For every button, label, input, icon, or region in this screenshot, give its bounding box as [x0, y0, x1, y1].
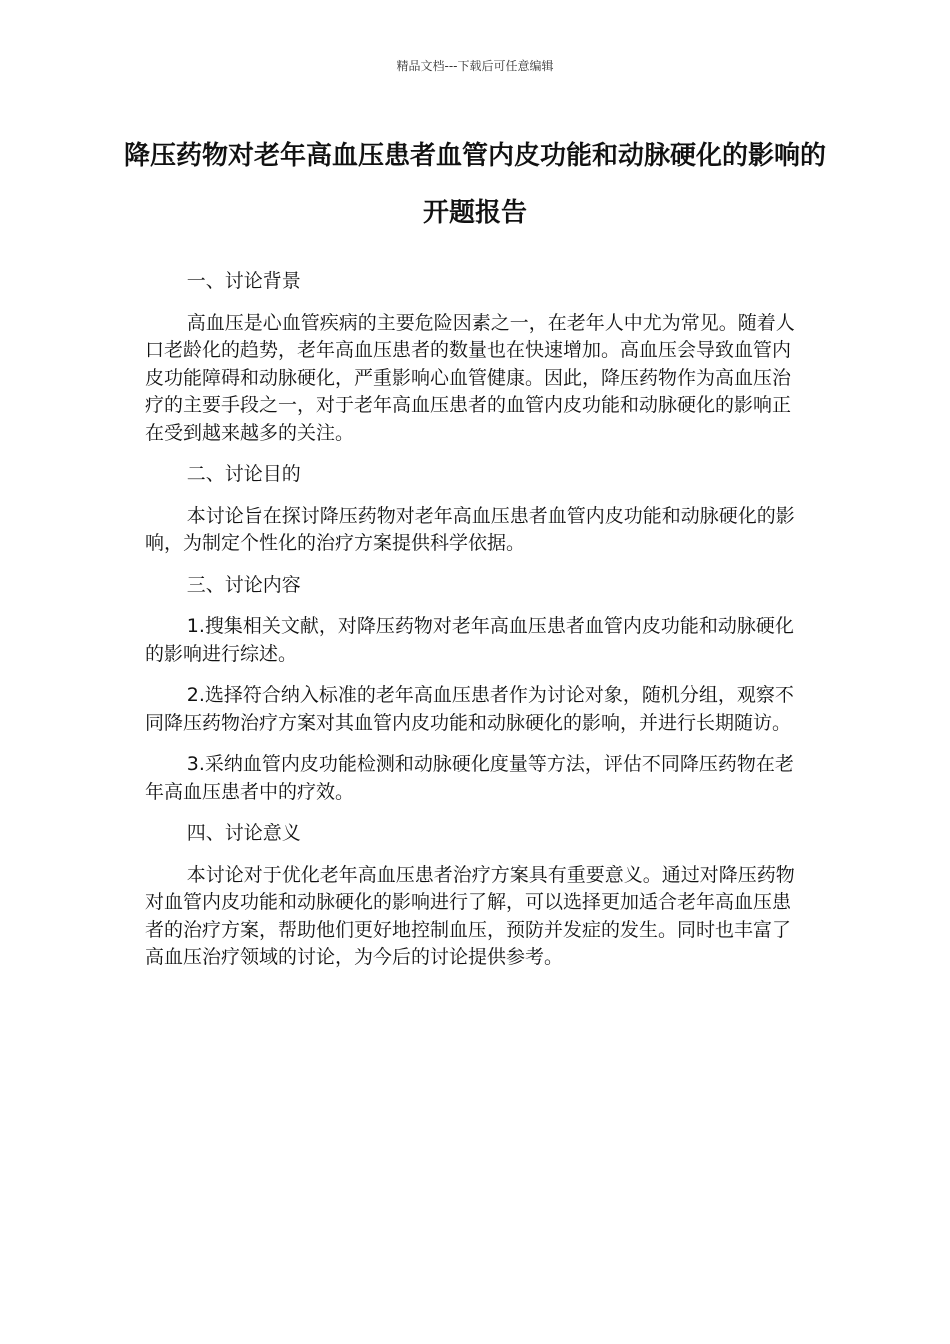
content-item-3: 3.采纳血管内皮功能检测和动脉硬化度量等方法，评估不同降压药物在老年高血压患者中的疗效。: [145, 753, 794, 803]
section-paragraph-background: 高血压是心血管疾病的主要危险因素之一，在老年人中尤为常见。随着人口老龄化的趋势，老年高血压患者的数量也在快速增加。高血压会导致血管内皮功能障碍和动脉硬化，严重影响心血管健康。因此，降压药物作为高血压治疗的主要手段之一，对于老年高血压患者的血管内皮功能和动脉硬化的影响正在受到越来越多的关注。: [145, 311, 795, 444]
document-title: 降压药物对老年高血压患者血管内皮功能和动脉硬化的影响的开题报告: [123, 141, 826, 228]
section-heading-purpose: 二、讨论目的: [186, 463, 301, 485]
section-heading-background: 一、讨论背景: [186, 270, 301, 292]
section-heading-content: 三、讨论内容: [186, 573, 301, 596]
section-paragraph-purpose: 本讨论旨在探讨降压药物对老年高血压患者血管内皮功能和动脉硬化的影响，为制定个性化的治疗方案提供科学依据。: [145, 504, 795, 554]
section-paragraph-significance: 本讨论对于优化老年高血压患者治疗方案具有重要意义。通过对降压药物对血管内皮功能和动脉硬化的影响进行了解，可以选择更加适合老年高血压患者的治疗方案，帮助他们更好地控制血压，预防并发症的发生。同时也丰富了高血压治疗领域的讨论，为今后的讨论提供参考。: [145, 863, 795, 968]
content-item-1: 1.搜集相关文献，对降压药物对老年高血压患者血管内皮功能和动脉硬化的影响进行综述。: [145, 615, 794, 665]
header-note: 精品文档---下载后可任意编辑: [396, 59, 554, 73]
document-body: [145, 268, 805, 986]
content-item-2: 2.选择符合纳入标准的老年高血压患者作为讨论对象，随机分组，观察不同降压药物治疗方案对其血管内皮功能和动脉硬化的影响，并进行长期随访。: [145, 684, 794, 734]
section-heading-significance: 四、讨论意义: [186, 822, 301, 844]
